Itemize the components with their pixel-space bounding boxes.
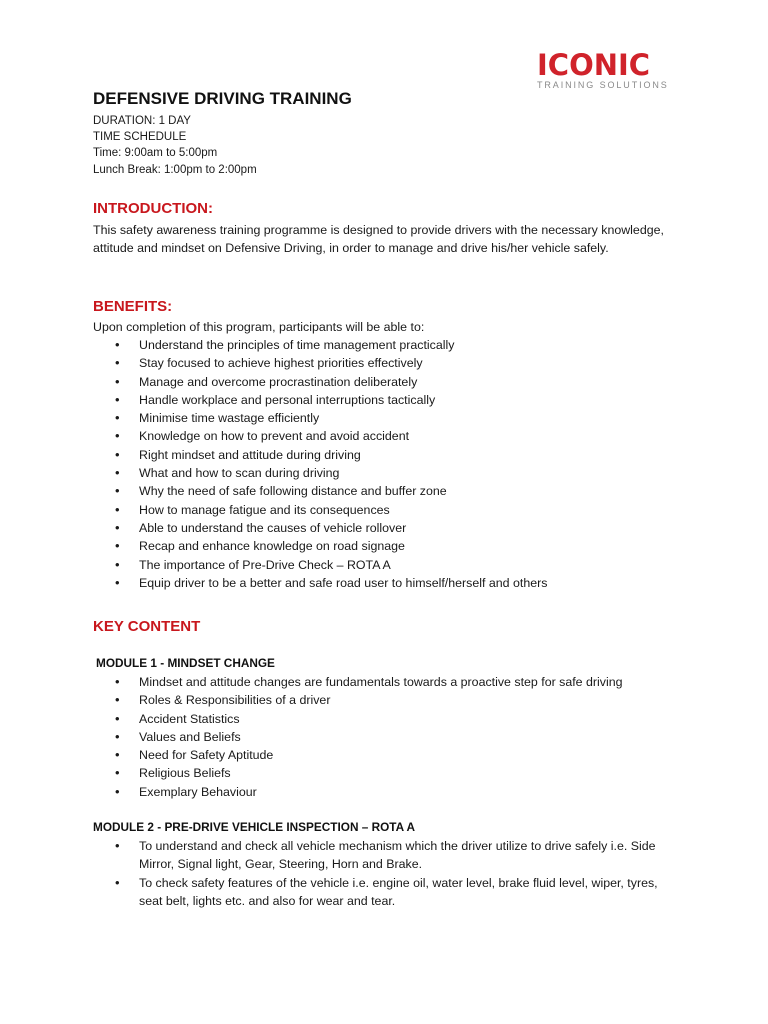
duration-text: DURATION: 1 DAY [93, 115, 191, 127]
list-item: • Able to understand the causes of vehicle rollover [93, 519, 683, 537]
document-title: DEFENSIVE DRIVING TRAINING [93, 89, 352, 108]
list-item: • Knowledge on how to prevent and avoid accident [93, 427, 683, 445]
key-content-heading: KEY CONTENT [93, 618, 201, 635]
list-item: • How to manage fatigue and its consequences [93, 501, 683, 519]
list-item: • Mindset and attitude changes are fundamentals towards a proactive step for safe driving [93, 673, 683, 691]
module-1-title: MODULE 1 - MINDSET CHANGE [96, 656, 275, 670]
list-item: • Handle workplace and personal interruptions tactically [93, 391, 683, 409]
list-item: • Equip driver to be a better and safe road user to himself/herself and others [93, 574, 683, 592]
list-item: • Exemplary Behaviour [93, 783, 683, 801]
list-item: • Manage and overcome procrastination deliberately [93, 373, 683, 391]
list-item: • Why the need of safe following distance and buffer zone [93, 482, 683, 500]
benefits-heading: BENEFITS: [93, 298, 173, 315]
list-item: • Religious Beliefs [93, 764, 683, 782]
logo-tagline: TRAINING SOLUTIONS [537, 80, 669, 90]
introduction-heading: INTRODUCTION: [93, 200, 213, 217]
company-logo [537, 50, 677, 90]
list-item: • To check safety features of the vehicle i.e. engine oil, water level, brake fluid level, wiper, tyres, seat belt, lights etc. and also for wear and tear. [93, 874, 668, 911]
introduction-text: This safety awareness training programme is designed to provide drivers with the necessary knowledge, attitude and mindset on Defensive Driving, in order to manage and drive his/her vehicle safely. [93, 223, 664, 255]
list-item: • To understand and check all vehicle mechanism which the driver utilize to drive safely i.e. Side Mirror, Signal light, Gear, Steering, Horn and Brake. [93, 837, 668, 874]
schedule-label: TIME SCHEDULE [93, 131, 187, 144]
benefits-list [93, 336, 683, 592]
logo-wordmark: ICONIC [537, 48, 651, 82]
list-item: • Recap and enhance knowledge on road signage [93, 537, 683, 555]
list-item: • Accident Statistics [93, 710, 683, 728]
lunch-text: Lunch Break: 1:00pm to 2:00pm [93, 163, 257, 176]
list-item: • The importance of Pre-Drive Check – ROTA A [93, 556, 683, 574]
list-item: • Values and Beliefs [93, 728, 683, 746]
module-1-list [93, 673, 683, 801]
list-item: • Understand the principles of time management practically [93, 336, 683, 354]
list-item: • Right mindset and attitude during driving [93, 446, 683, 464]
benefits-intro: Upon completion of this program, participants will be able to: [93, 320, 425, 334]
list-item: • Minimise time wastage efficiently [93, 409, 683, 427]
list-item: • Need for Safety Aptitude [93, 746, 683, 764]
module-2-list [93, 837, 668, 910]
course-details [93, 113, 257, 178]
list-item: • Roles & Responsibilities of a driver [93, 691, 683, 709]
list-item: • Stay focused to achieve highest priorities effectively [93, 354, 683, 372]
time-text: Time: 9:00am to 5:00pm [93, 147, 218, 160]
module-2-title: MODULE 2 - PRE-DRIVE VEHICLE INSPECTION – ROTA A [93, 820, 416, 834]
list-item: • What and how to scan during driving [93, 464, 683, 482]
